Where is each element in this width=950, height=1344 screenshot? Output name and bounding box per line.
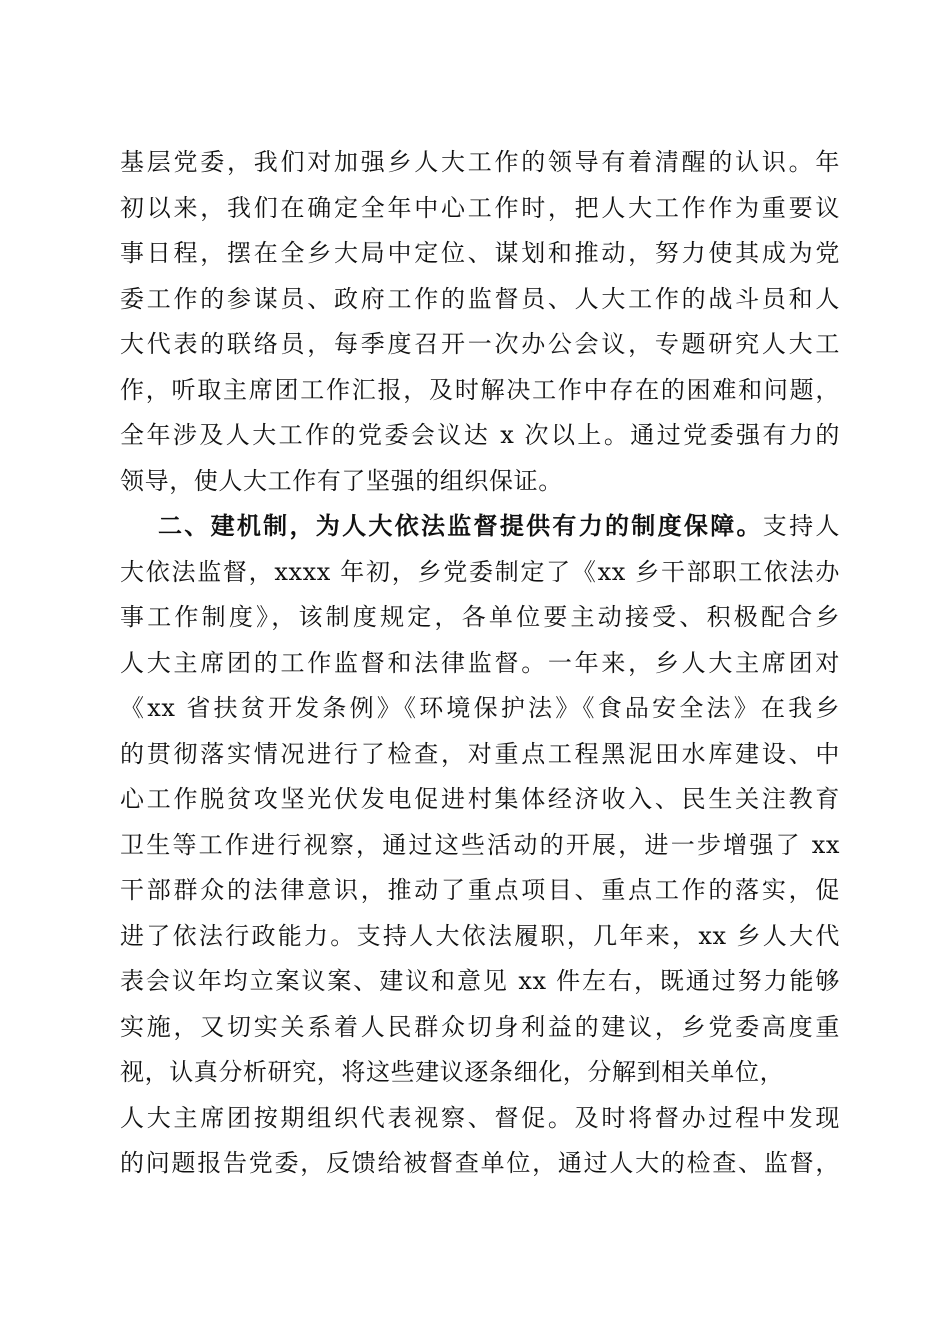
paragraph-line: 视，认真分析研究，将这些建议逐条细化，分解到相关单位，	[120, 1058, 785, 1086]
paragraph-line: 大代表的联络员，每季度召开一次办公会议，专题研究人大工	[120, 330, 840, 358]
paragraph-line: 卫生等工作进行视察，通过这些活动的开展，进一步增强了 xx	[120, 830, 840, 859]
paragraph-line: 事日程，摆在全乡大局中定位、谋划和推动，努力使其成为党	[120, 239, 840, 267]
section-heading-line	[120, 504, 840, 550]
paragraph-line: 心工作脱贫攻坚光伏发电促进村集体经济收入、民生关注教育	[120, 785, 840, 813]
paragraph-line: 作，听取主席团工作汇报，及时解决工作中存在的困难和问题，	[120, 375, 840, 404]
heading-line-rest: 支持人	[762, 512, 840, 540]
paragraph-line: 人大主席团的工作监督和法律监督。一年来，乡人大主席团对	[120, 648, 840, 677]
paragraph-line: 初以来，我们在确定全年中心工作时，把人大工作作为重要议	[120, 193, 840, 222]
paragraph-line: 领导，使人大工作有了坚强的组织保证。	[120, 466, 563, 495]
paragraph-line: 的问题报告党委，反馈给被督查单位，通过人大的检查、监督，	[120, 1149, 840, 1177]
paragraph-line: 事工作制度》，该制度规定，各单位要主动接受、积极配合乡	[120, 603, 840, 631]
paragraph-line: 干部群众的法律意识，推动了重点项目、重点工作的落实，促	[120, 876, 840, 904]
paragraph-line: 基层党委，我们对加强乡人大工作的领导有着清醒的认识。年	[120, 148, 840, 176]
paragraph-line: 实施，又切实关系着人民群众切身利益的建议，乡党委高度重	[120, 1012, 840, 1041]
paragraph-line: 全年涉及人大工作的党委会议达 x 次以上。通过党委强有力的	[120, 421, 840, 449]
paragraph-line: 《xx 省扶贫开发条例》《环境保护法》《食品安全法》在我乡	[120, 694, 840, 722]
paragraph-line: 委工作的参谋员、政府工作的监督员、人大工作的战斗员和人	[120, 284, 840, 313]
paragraph-line: 表会议年均立案议案、建议和意见 xx 件左右，既通过努力能够	[120, 967, 840, 995]
paragraph-line: 的贯彻落实情况进行了检查，对重点工程黑泥田水库建设、中	[120, 739, 840, 768]
paragraph-line: 大依法监督，xxxx 年初，乡党委制定了《xx 乡干部职工依法办	[120, 557, 840, 586]
body-text	[120, 140, 840, 1187]
paragraph-line: 人大主席团按期组织代表视察、督促。及时将督办过程中发现	[120, 1103, 840, 1132]
section-heading: 二、建机制，为人大依法监督提供有力的制度保障。	[158, 512, 763, 540]
paragraph-line: 进了依法行政能力。支持人大依法履职，几年来，xx 乡人大代	[120, 921, 840, 950]
